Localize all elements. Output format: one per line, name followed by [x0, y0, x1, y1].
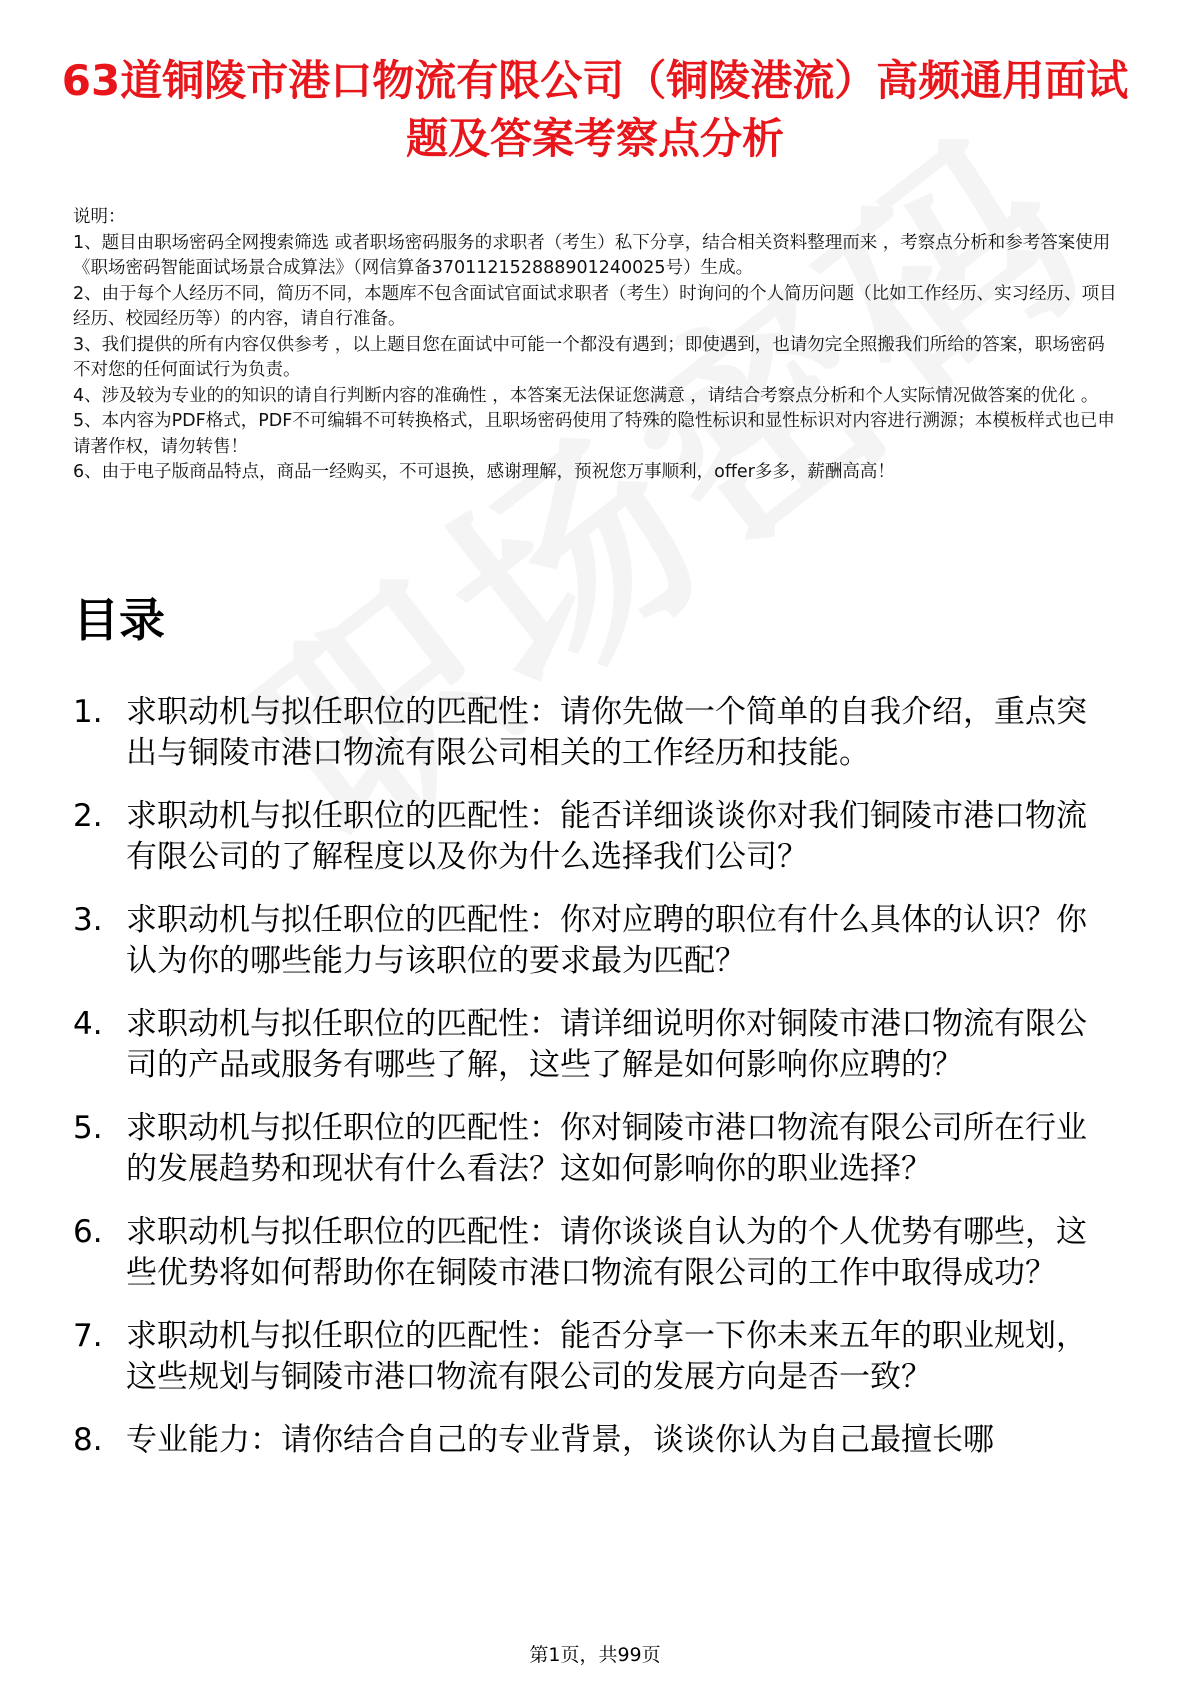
toc-item-text: 专业能力：请你结合自己的专业背景，谈谈你认为自己最擅长哪 — [126, 1422, 994, 1458]
notes-heading: 说明： — [73, 207, 126, 227]
toc-item[interactable] — [73, 692, 1113, 774]
note-item: 2、由于每个人经历不同，简历不同，本题库不包含面试官面试求职者（考生）时询问的个人简历问题（比如工作经历、实习经历、项目经历、校园经历等）的内容，请自行准备。 — [73, 283, 1117, 329]
notes-section — [73, 205, 1118, 486]
toc-heading: 目录 — [73, 593, 165, 647]
toc-item-text: 求职动机与拟任职位的匹配性：能否分享一下你未来五年的职业规划，这些规划与铜陵市港口物流有限公司的发展方向是否一致？ — [126, 1318, 1087, 1395]
note-item: 6、由于电子版商品特点，商品一经购买，不可退换，感谢理解，预祝您万事顺利，offer多多，薪酬高高！ — [73, 462, 895, 482]
toc-item[interactable] — [73, 1004, 1113, 1086]
note-item: 3、我们提供的所有内容仅供参考 ，以上题目您在面试中可能一个都没有遇到；即使遇到，也请勿完全照搬我们所给的答案，职场密码不对您的任何面试行为负责。 — [73, 334, 1105, 380]
note-item: 4、涉及较为专业的的知识的请自行判断内容的准确性 ，本答案无法保证您满意 ，请结合考察点分析和个人实际情况做答案的优化 。 — [73, 385, 1099, 406]
toc-item-text: 求职动机与拟任职位的匹配性：请详细说明你对铜陵市港口物流有限公司的产品或服务有哪些了解，这些了解是如何影响你应聘的？ — [126, 1006, 1087, 1083]
toc-item-number: 1. — [73, 694, 103, 730]
toc-item[interactable] — [73, 1316, 1113, 1398]
toc-list — [73, 692, 1113, 1483]
toc-item[interactable] — [73, 1108, 1113, 1190]
toc-item[interactable] — [73, 1212, 1113, 1294]
toc-item-text: 求职动机与拟任职位的匹配性：能否详细谈谈你对我们铜陵市港口物流有限公司的了解程度以及你为什么选择我们公司？ — [126, 798, 1087, 875]
toc-item-text: 求职动机与拟任职位的匹配性：你对铜陵市港口物流有限公司所在行业的发展趋势和现状有什么看法？这如何影响你的职业选择？ — [126, 1110, 1087, 1187]
toc-item[interactable] — [73, 796, 1113, 878]
toc-item-text: 求职动机与拟任职位的匹配性：你对应聘的职位有什么具体的认识？你认为你的哪些能力与该职位的要求最为匹配？ — [126, 902, 1087, 979]
toc-item[interactable] — [73, 1420, 1113, 1461]
toc-item-number: 5. — [73, 1110, 103, 1146]
toc-item-number: 8. — [73, 1422, 103, 1458]
document-title: 63道铜陵市港口物流有限公司（铜陵港流）高频通用面试题及答案考察点分析 — [61, 56, 1129, 163]
toc-item-text: 求职动机与拟任职位的匹配性：请你先做一个简单的自我介绍，重点突出与铜陵市港口物流有限公司相关的工作经历和技能。 — [126, 694, 1087, 771]
toc-item-number: 2. — [73, 798, 103, 834]
toc-item-number: 3. — [73, 902, 103, 938]
toc-item-number: 4. — [73, 1006, 103, 1042]
toc-item-text: 求职动机与拟任职位的匹配性：请你谈谈自认为的个人优势有哪些，这些优势将如何帮助你在铜陵市港口物流有限公司的工作中取得成功？ — [126, 1214, 1087, 1291]
toc-item-number: 6. — [73, 1214, 103, 1250]
note-item: 5、本内容为PDF格式，PDF不可编辑不可转换格式，且职场密码使用了特殊的隐性标识和显性标识对内容进行溯源；本模板样式也已申请著作权，请勿转售！ — [73, 411, 1115, 457]
note-item: 1、题目由职场密码全网搜索筛选 或者职场密码服务的求职者（考生）私下分享，结合相关资料整理而来 ，考察点分析和参考答案使用《职场密码智能面试场景合成算法》（网信算备370112152888901240025号）生成。 — [73, 232, 1111, 278]
page-footer: 第1页，共99页 — [529, 1644, 661, 1666]
toc-item-number: 7. — [73, 1318, 103, 1354]
toc-item[interactable] — [73, 900, 1113, 982]
